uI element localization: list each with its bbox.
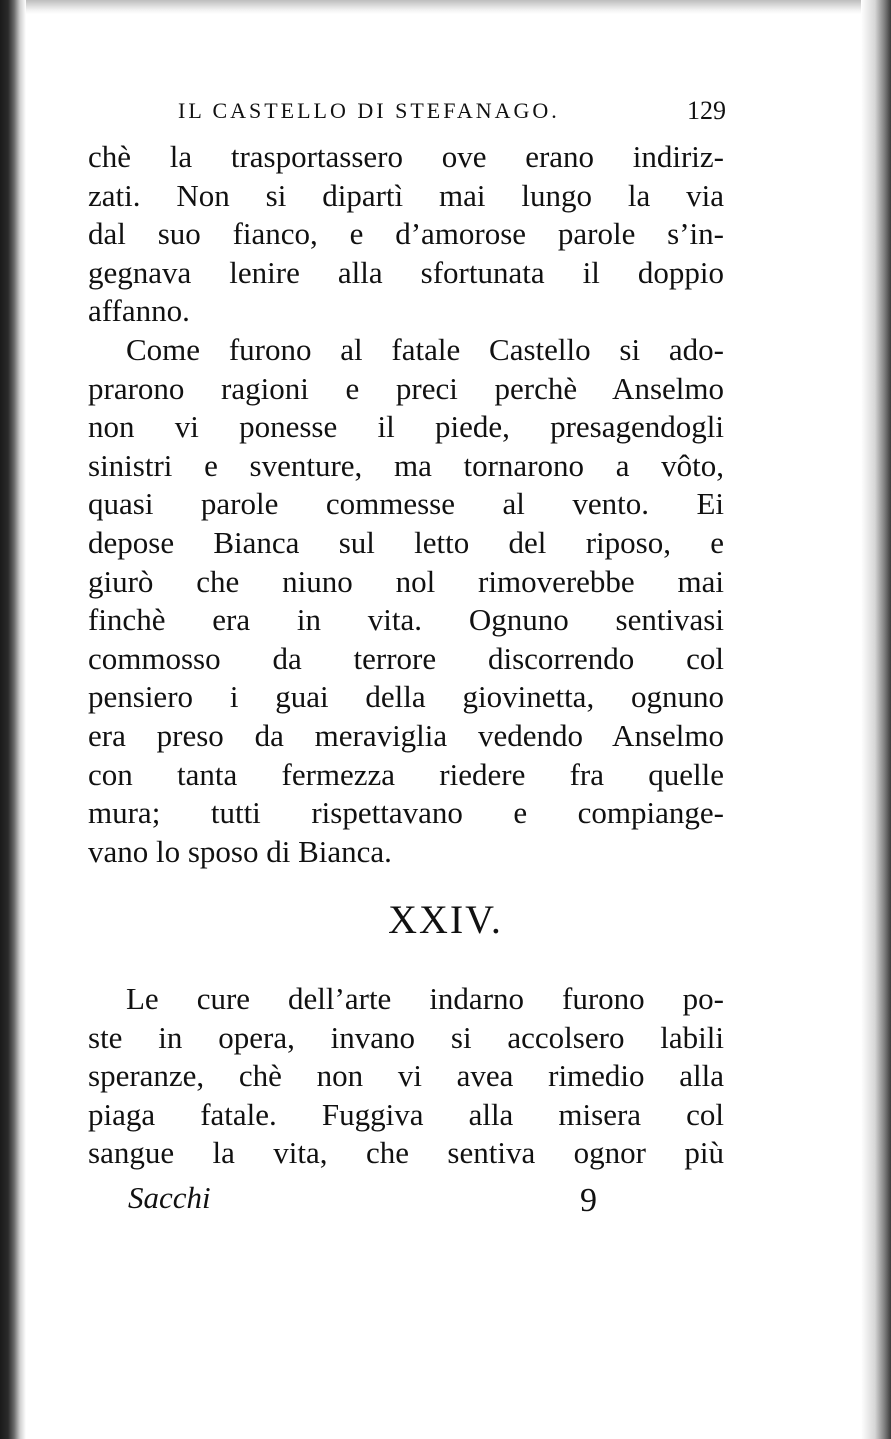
text-line: dal suo fianco, e d’amorose parole s’in-	[88, 216, 724, 252]
text-line: Le cure dell’arte indarno furono po-	[126, 981, 724, 1016]
text-line: con tanta fermezza riedere fra quelle	[88, 756, 724, 792]
text-line: affanno.	[88, 293, 190, 329]
text-line: mura; tutti rispettavano e compiange-	[88, 795, 724, 831]
scan-binding-edge	[0, 0, 26, 1439]
page-footer	[128, 1180, 628, 1230]
text-line: pensiero i guai della giovinetta, ognuno	[88, 679, 724, 715]
signature-mark: Sacchi	[128, 1180, 211, 1215]
paragraph-3	[88, 980, 724, 1173]
text-line: era preso da meraviglia vedendo Anselmo	[88, 717, 724, 753]
paragraph-2	[88, 331, 724, 871]
scan-top-edge	[0, 0, 891, 14]
running-head	[178, 96, 738, 132]
text-line: chè la trasportassero ove erano indiriz-	[88, 139, 724, 174]
text-line: ste in opera, invano si accolsero labili	[88, 1019, 724, 1055]
text-line: giurò che niuno nol rimoverebbe mai	[88, 563, 724, 599]
text-line: sangue la vita, che sentiva ognor più	[88, 1135, 724, 1171]
text-line: zati. Non si dipartì mai lungo la via	[88, 177, 724, 213]
text-line: gegnava lenire alla sfortunata il doppio	[88, 254, 724, 290]
text-line: non vi ponesse il piede, presagendogli	[88, 409, 724, 445]
paragraph-1	[88, 138, 724, 331]
text-line: commosso da terrore discorrendo col	[88, 640, 724, 676]
page-number: 129	[687, 96, 726, 125]
text-line: Come furono al fatale Castello si ado-	[126, 332, 724, 367]
running-title: IL CASTELLO DI STEFANAGO.	[178, 98, 560, 123]
chapter-heading: XXIV.	[388, 897, 503, 942]
text-line: speranze, chè non vi avea rimedio alla	[88, 1058, 724, 1094]
text-line: prarono ragioni e preci perchè Anselmo	[88, 370, 724, 406]
text-line: finchè era in vita. Ognuno sentivasi	[88, 602, 724, 638]
text-line: quasi parole commesse al vento. Ei	[88, 486, 724, 522]
scan-right-edge	[861, 0, 891, 1439]
text-line: sinistri e sventure, ma tornarono a vôto,	[88, 447, 724, 483]
text-line: vano lo sposo di Bianca.	[88, 833, 392, 869]
text-line: depose Bianca sul letto del riposo, e	[88, 524, 724, 560]
gathering-number: 9	[580, 1182, 597, 1219]
text-line: piaga fatale. Fuggiva alla misera col	[88, 1096, 724, 1132]
